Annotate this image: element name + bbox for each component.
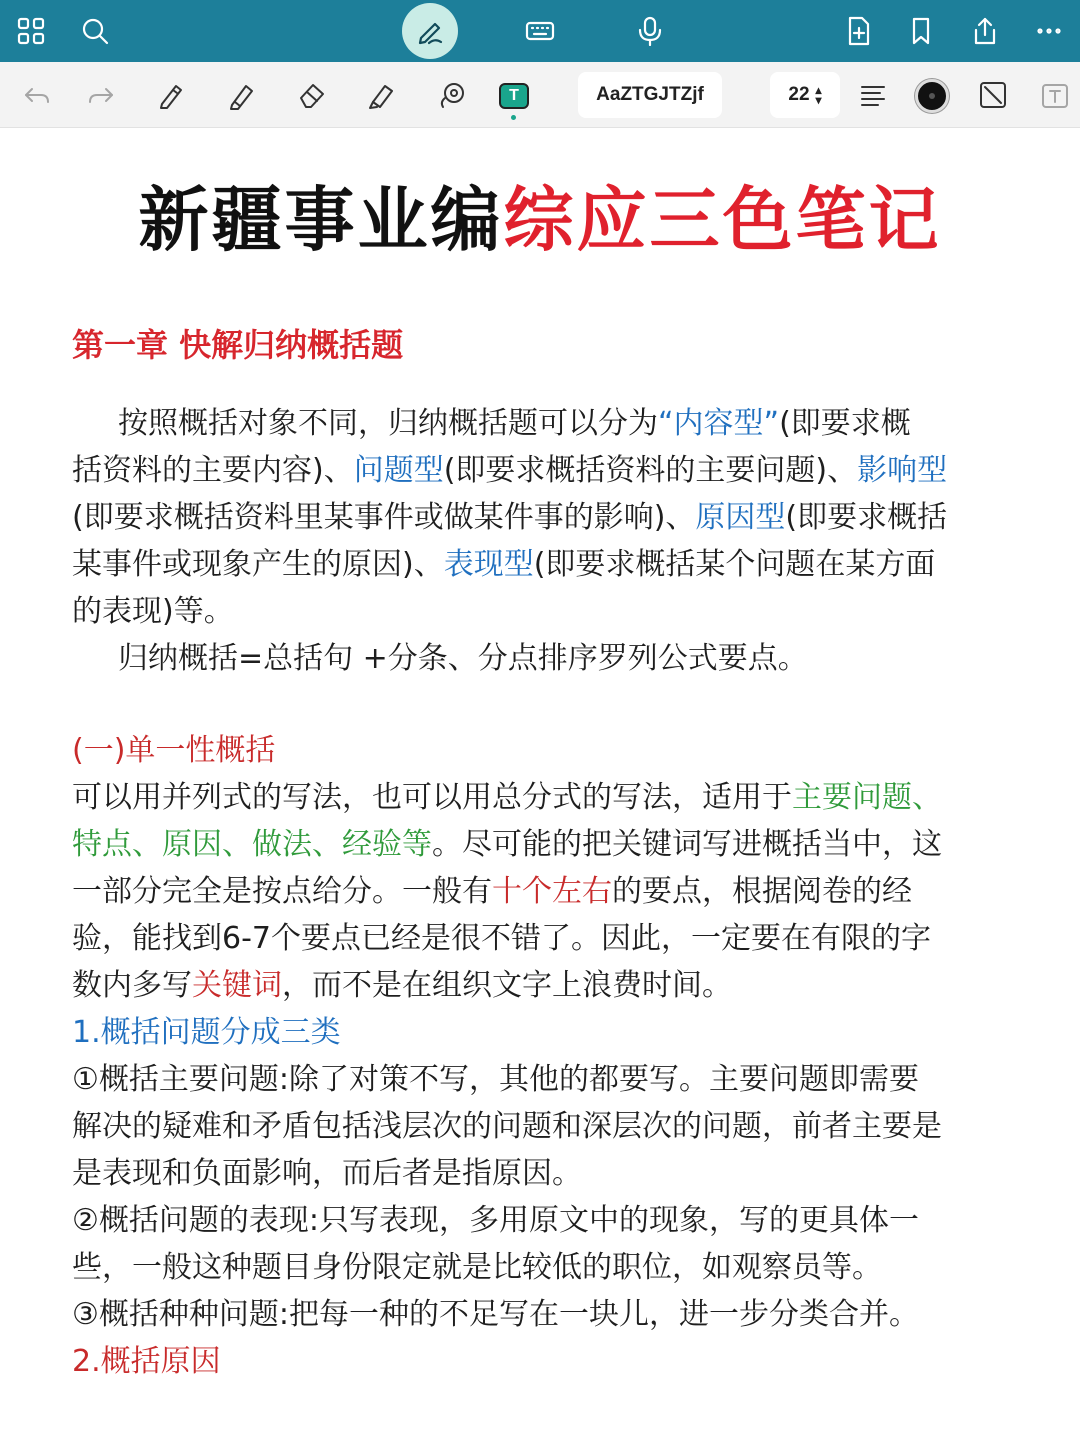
text: 数内多写 bbox=[72, 968, 192, 1003]
text-tool-icon: T bbox=[499, 83, 529, 109]
keyword: 原因型 bbox=[695, 500, 786, 535]
text: (即要求概括资料的主要问题)、 bbox=[443, 453, 858, 488]
font-size-selector[interactable] bbox=[770, 72, 840, 118]
text: 按照概括对象不同，归纳概括题可以分为 bbox=[118, 406, 658, 441]
subheading: 1.概括问题分成三类 bbox=[72, 1015, 341, 1050]
paragraph-line bbox=[72, 774, 942, 821]
bookmark-icon[interactable] bbox=[899, 9, 943, 53]
font-size-value: 22 bbox=[788, 84, 810, 105]
microphone-icon[interactable] bbox=[628, 9, 672, 53]
text: 某事件或现象产生的原因)、 bbox=[72, 547, 444, 582]
text: 可以用并列式的写法，也可以用总分式的写法，适用于 bbox=[72, 780, 792, 815]
keyword: 问题型 bbox=[353, 453, 444, 488]
text: ，而不是在组织文字上浪费时间。 bbox=[282, 968, 732, 1003]
text: 一部分完全是按点给分。一般有 bbox=[72, 874, 492, 909]
pen-mode-button[interactable] bbox=[402, 3, 458, 59]
formula-line: 归纳概括=总括句 +分条、分点排序罗列公式要点。 bbox=[118, 641, 808, 676]
keyword: 特点、原因、做法、经验等 bbox=[72, 827, 432, 862]
paragraph-line bbox=[72, 588, 234, 635]
list-item: 解决的疑难和矛盾包括浅层次的问题和深层次的问题，前者主要是 bbox=[72, 1109, 942, 1144]
color-picker[interactable] bbox=[915, 79, 949, 113]
keyword: 关键词 bbox=[192, 968, 282, 1003]
list-item: ②概括问题的表现:只写表现，多用原文中的现象，写的更具体一 bbox=[72, 1203, 920, 1238]
text-tool-button[interactable] bbox=[493, 78, 535, 114]
text: (即要求概括 bbox=[785, 500, 948, 535]
keyword: 主要问题、 bbox=[792, 780, 942, 815]
keyboard-icon[interactable] bbox=[518, 9, 562, 53]
shape-icon[interactable] bbox=[972, 74, 1014, 116]
subheading: 2.概括原因 bbox=[72, 1344, 221, 1379]
list-item: ③概括种种问题:把每一种的不足写在一块儿，进一步分类合并。 bbox=[72, 1297, 920, 1332]
section-heading: (一)单一性概括 bbox=[72, 733, 276, 768]
title-red-part: 综应三色笔记 bbox=[503, 179, 942, 261]
share-icon[interactable] bbox=[963, 9, 1007, 53]
keyword: 影响型 bbox=[857, 453, 948, 488]
pencil-icon[interactable] bbox=[221, 74, 263, 116]
paragraph-line bbox=[72, 541, 935, 588]
text: 的要点，根据阅卷的经 bbox=[612, 874, 912, 909]
paragraph-line bbox=[72, 962, 732, 1009]
redo-icon[interactable] bbox=[80, 74, 122, 116]
text: (即要求概括资料里某事件或做某件事的影响)、 bbox=[72, 500, 696, 535]
text: (即要求概括某个问题在某方面 bbox=[533, 547, 936, 582]
text: 验，能找到6-7个要点已经是很不错了。因此，一定要在有限的字 bbox=[72, 921, 931, 956]
title-black-part: 新疆事业编 bbox=[138, 179, 504, 261]
text: 。尽可能的把关键词写进概括当中，这 bbox=[432, 827, 942, 862]
stepper-icon: ▴ ▾ bbox=[815, 83, 822, 107]
paragraph-line bbox=[72, 821, 942, 868]
chapter-heading: 第一章 快解归纳概括题 bbox=[72, 326, 404, 364]
lasso-icon[interactable] bbox=[431, 74, 473, 116]
textbox-icon[interactable] bbox=[1034, 74, 1076, 116]
paragraph-line bbox=[72, 494, 947, 541]
paragraph-line bbox=[72, 915, 931, 962]
page-title bbox=[0, 172, 1080, 268]
undo-icon[interactable] bbox=[16, 74, 58, 116]
search-icon[interactable] bbox=[73, 9, 117, 53]
more-icon[interactable] bbox=[1027, 9, 1071, 53]
text: 的表现)等。 bbox=[72, 594, 234, 629]
pen-icon bbox=[415, 16, 445, 46]
paragraph-line bbox=[72, 868, 912, 915]
highlighter-icon[interactable] bbox=[361, 74, 403, 116]
eraser-icon[interactable] bbox=[291, 74, 333, 116]
paragraph-line bbox=[72, 447, 947, 494]
list-item: 是表现和负面影响，而后者是指原因。 bbox=[72, 1156, 582, 1191]
text: (即要求概 bbox=[779, 406, 911, 441]
keyword: 表现型 bbox=[443, 547, 534, 582]
list-item: 些，一般这种题目身份限定就是比较低的职位，如观察员等。 bbox=[72, 1250, 882, 1285]
keyword: 十个左右 bbox=[492, 874, 612, 909]
paragraph-line bbox=[72, 400, 911, 447]
align-icon[interactable] bbox=[852, 74, 894, 116]
text: 括资料的主要内容)、 bbox=[72, 453, 354, 488]
keyword: “内容型” bbox=[658, 406, 780, 441]
top-bar bbox=[0, 0, 1080, 62]
fountain-pen-icon[interactable] bbox=[150, 74, 192, 116]
add-page-icon[interactable] bbox=[836, 9, 880, 53]
active-indicator bbox=[511, 115, 516, 120]
list-item: ①概括主要问题:除了对策不写，其他的都要写。主要问题即需要 bbox=[72, 1062, 920, 1097]
font-selector[interactable]: AaZTGJTZjf bbox=[578, 72, 722, 118]
grid-icon[interactable] bbox=[9, 9, 53, 53]
